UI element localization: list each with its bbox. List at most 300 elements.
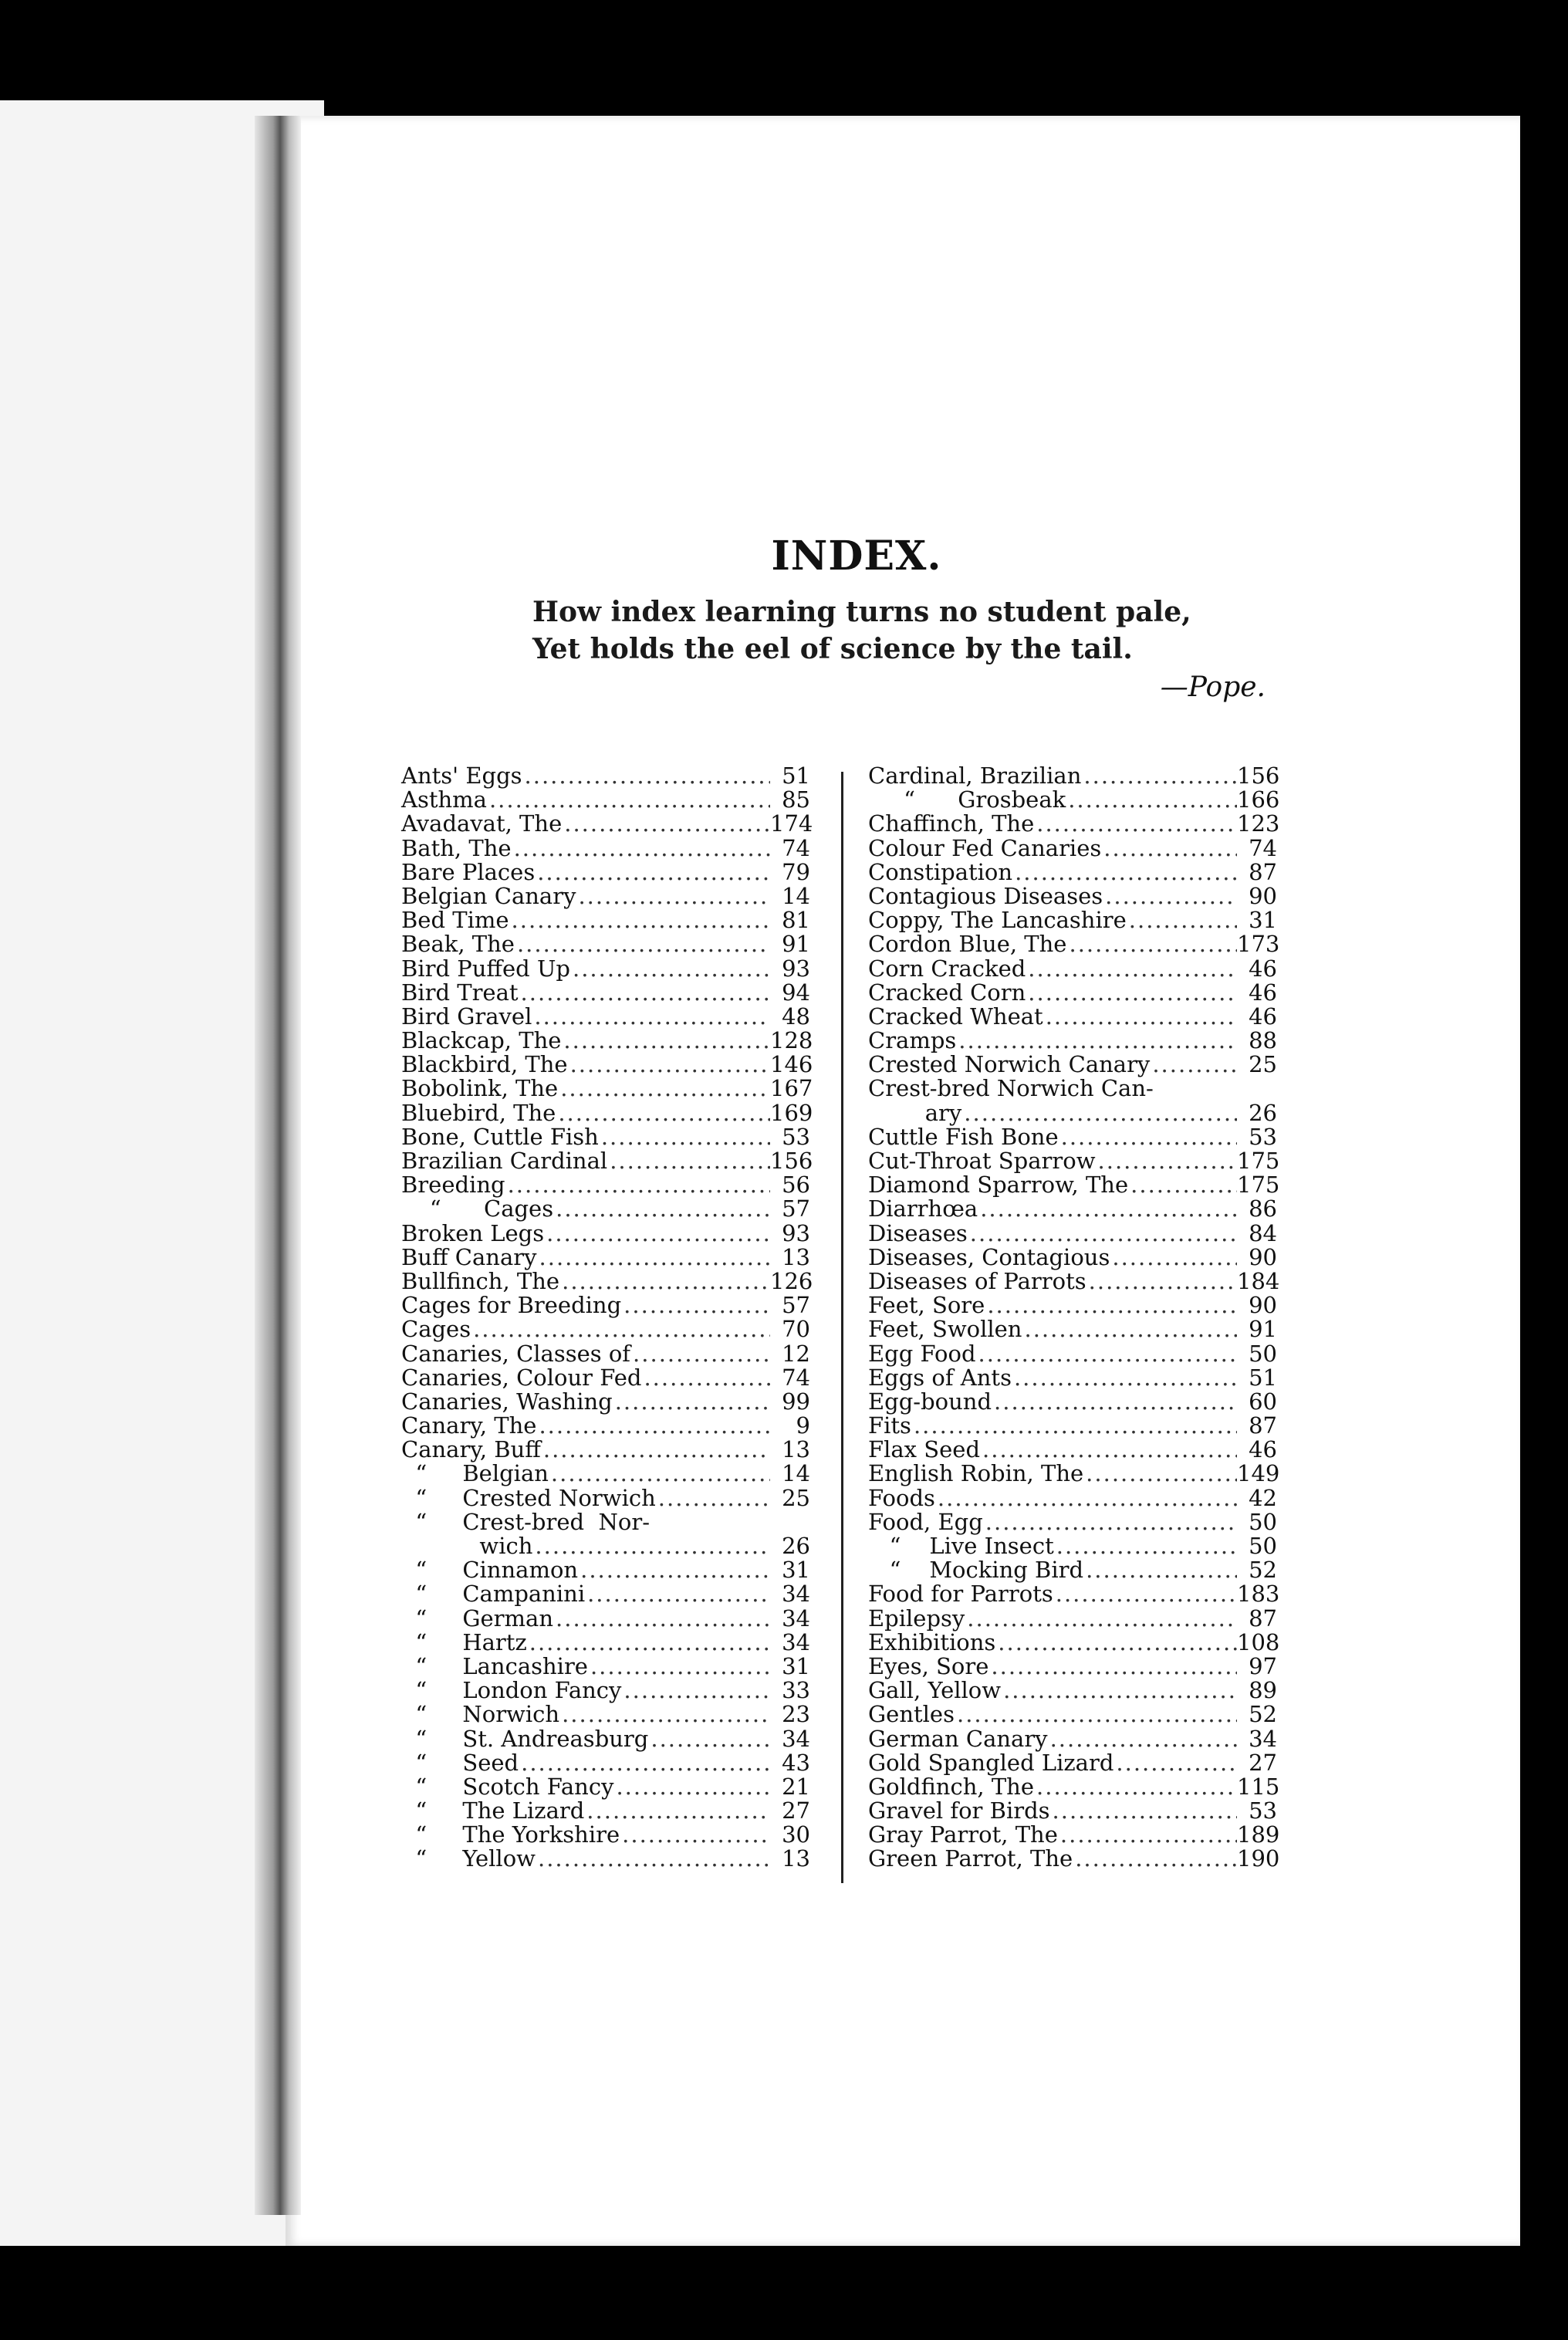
dot-leader bbox=[519, 981, 770, 1005]
index-entry-term: “ Mocking Bird bbox=[868, 1557, 1084, 1584]
dot-leader bbox=[995, 1631, 1237, 1655]
index-entry bbox=[401, 1005, 810, 1029]
index-entry-term: “ The Yorkshire bbox=[401, 1821, 620, 1848]
index-entry bbox=[401, 981, 810, 1005]
index-entry-page: 25 bbox=[782, 1484, 810, 1511]
dot-leader bbox=[1048, 1727, 1237, 1751]
dot-leader bbox=[621, 1679, 770, 1703]
index-entry bbox=[868, 1101, 1277, 1125]
index-entry bbox=[401, 1751, 810, 1775]
index-entry-term: “ St. Andreasburg bbox=[401, 1725, 649, 1752]
dot-leader bbox=[1058, 1823, 1237, 1847]
dot-leader bbox=[1101, 837, 1237, 861]
index-entry-page: 51 bbox=[1249, 1364, 1277, 1391]
dot-leader bbox=[976, 1342, 1237, 1366]
index-columns bbox=[401, 764, 1281, 1906]
index-entry bbox=[401, 764, 810, 788]
index-entry-term: “ London Fancy bbox=[401, 1677, 622, 1704]
index-entry-term: Bath, The bbox=[401, 834, 512, 861]
dot-leader bbox=[630, 1342, 770, 1366]
index-entry-page: 52 bbox=[1249, 1701, 1277, 1728]
index-entry bbox=[868, 786, 1280, 813]
index-entry-term: Cardinal, Brazilian bbox=[868, 763, 1082, 789]
dot-leader bbox=[532, 1534, 770, 1558]
index-entry-page: 169 bbox=[770, 1099, 813, 1126]
dot-leader bbox=[1103, 884, 1237, 908]
index-entry bbox=[868, 1029, 1277, 1053]
index-entry bbox=[401, 858, 810, 885]
index-entry-page: 46 bbox=[1249, 1003, 1277, 1030]
index-entry bbox=[868, 1342, 1277, 1366]
index-entry-page: 31 bbox=[1249, 907, 1277, 934]
dot-leader bbox=[968, 1222, 1237, 1246]
index-entry-term: Bone, Cuttle Fish bbox=[401, 1123, 599, 1150]
dot-leader bbox=[515, 932, 770, 956]
index-entry-term: Diseases bbox=[868, 1219, 968, 1246]
index-entry bbox=[868, 981, 1277, 1005]
index-entry-page: 190 bbox=[1237, 1845, 1280, 1872]
index-entry bbox=[868, 1053, 1277, 1077]
index-entry-term: Blackcap, The bbox=[401, 1027, 562, 1054]
index-entry-page: 94 bbox=[782, 979, 810, 1006]
index-entry-term: “ German bbox=[401, 1605, 554, 1632]
index-entry-term: Crest-bred Norwich Can- bbox=[868, 1075, 1154, 1102]
index-entry bbox=[868, 1510, 1277, 1534]
index-entry bbox=[868, 858, 1277, 885]
index-entry bbox=[868, 1460, 1280, 1487]
dot-leader bbox=[585, 1582, 770, 1606]
index-entry-page: 23 bbox=[782, 1701, 810, 1728]
index-entry-term: Canaries, Classes of bbox=[401, 1340, 631, 1367]
index-entry bbox=[868, 1534, 1277, 1558]
index-entry bbox=[868, 1751, 1277, 1775]
index-entry bbox=[401, 1486, 810, 1510]
index-entry-page: 85 bbox=[782, 786, 810, 813]
index-entry bbox=[401, 1414, 810, 1438]
dot-leader bbox=[988, 1655, 1237, 1679]
index-entry-term: Cages for Breeding bbox=[401, 1292, 622, 1319]
index-entry-page: 48 bbox=[782, 1003, 810, 1030]
index-entry bbox=[401, 1125, 810, 1149]
index-entry bbox=[401, 1727, 810, 1751]
dot-leader bbox=[1073, 1847, 1237, 1871]
index-entry-term: Diamond Sparrow, The bbox=[868, 1172, 1129, 1199]
index-entry-page: 43 bbox=[782, 1749, 810, 1776]
index-entry-page: 173 bbox=[1237, 931, 1280, 958]
dot-leader bbox=[522, 764, 770, 788]
index-entry-term: Eggs of Ants bbox=[868, 1364, 1012, 1391]
dot-leader bbox=[621, 1293, 770, 1317]
index-entry-term: Avadavat, The bbox=[401, 810, 563, 837]
index-entry-term: Diarrhœa bbox=[868, 1195, 978, 1222]
index-entry-page: 87 bbox=[1249, 1412, 1277, 1439]
index-entry bbox=[401, 1148, 813, 1174]
index-entry bbox=[868, 1390, 1277, 1414]
page-title: INDEX. bbox=[771, 533, 942, 580]
dot-leader bbox=[535, 861, 770, 884]
index-entry-page: 99 bbox=[782, 1388, 810, 1415]
index-entry bbox=[401, 834, 810, 861]
dot-leader bbox=[570, 957, 770, 981]
dot-leader bbox=[1026, 981, 1237, 1005]
index-entry-page: 93 bbox=[782, 955, 810, 982]
dot-leader bbox=[965, 1607, 1237, 1631]
index-entry-page: 27 bbox=[782, 1797, 810, 1824]
index-entry-term: “ Live Insect bbox=[868, 1533, 1054, 1559]
index-entry-page: 90 bbox=[1249, 1292, 1277, 1319]
dot-leader bbox=[532, 1005, 770, 1029]
dot-leader bbox=[992, 1390, 1237, 1414]
index-entry-term: Bird Treat bbox=[401, 979, 519, 1006]
index-entry-term: Exhibitions bbox=[868, 1628, 996, 1655]
index-entry bbox=[868, 1293, 1277, 1317]
index-entry-term: Feet, Sore bbox=[868, 1292, 985, 1319]
dot-leader bbox=[536, 1414, 770, 1438]
dot-leader bbox=[1086, 1270, 1237, 1293]
index-entry-term: Cages bbox=[401, 1316, 471, 1343]
dot-leader bbox=[1012, 1366, 1237, 1390]
index-entry bbox=[401, 1173, 810, 1197]
index-entry bbox=[868, 1628, 1280, 1655]
dot-leader bbox=[584, 1799, 770, 1823]
index-entry bbox=[868, 1581, 1280, 1608]
page-gutter bbox=[255, 116, 301, 2215]
dot-leader bbox=[509, 908, 770, 932]
dot-leader bbox=[505, 1173, 770, 1197]
index-entry-page: 25 bbox=[1249, 1051, 1277, 1078]
index-entry-term: Cordon Blue, The bbox=[868, 931, 1067, 958]
index-entry-page: 90 bbox=[1249, 882, 1277, 909]
dot-leader bbox=[1066, 932, 1237, 956]
index-entry-term: “ Belgian bbox=[401, 1460, 549, 1487]
dot-leader bbox=[983, 1510, 1237, 1534]
dot-leader bbox=[656, 1486, 770, 1510]
index-entry-term: “ Crest-bred Nor- bbox=[401, 1508, 650, 1535]
dot-leader bbox=[935, 1486, 1237, 1510]
dot-leader bbox=[1128, 1173, 1237, 1197]
index-entry bbox=[401, 1342, 810, 1366]
index-entry-term: Breeding bbox=[401, 1172, 505, 1199]
index-entry-page: 51 bbox=[782, 763, 810, 789]
dot-leader bbox=[471, 1317, 770, 1341]
dot-leader bbox=[1083, 1558, 1237, 1582]
index-entry bbox=[868, 810, 1280, 837]
index-entry bbox=[868, 1486, 1277, 1510]
index-entry-term: Canary, Buff bbox=[401, 1436, 541, 1463]
index-entry-page: 14 bbox=[782, 1460, 810, 1487]
index-entry-page: 128 bbox=[770, 1027, 813, 1054]
dot-leader bbox=[980, 1438, 1237, 1462]
epigraph-line-2: Yet holds the eel of science by the tail. bbox=[532, 633, 1133, 665]
index-entry-page: 88 bbox=[1249, 1027, 1277, 1054]
index-entry-page: 13 bbox=[782, 1243, 810, 1270]
index-entry-term: Crested Norwich Canary bbox=[868, 1051, 1151, 1078]
index-entry-term: Flax Seed bbox=[868, 1436, 981, 1463]
index-entry-term: Cut-Throat Sparrow bbox=[868, 1148, 1096, 1174]
index-entry bbox=[868, 834, 1277, 861]
dot-leader bbox=[1066, 788, 1237, 812]
index-entry bbox=[401, 1679, 810, 1703]
index-entry-term: Beak, The bbox=[401, 931, 515, 958]
dot-leader bbox=[1001, 1679, 1237, 1703]
dot-leader bbox=[561, 1029, 770, 1053]
index-entry-term: Diseases of Parrots bbox=[868, 1267, 1086, 1294]
index-entry-term: Goldfinch, The bbox=[868, 1773, 1035, 1800]
index-entry-page: 81 bbox=[782, 907, 810, 934]
index-entry-term: Buff Canary bbox=[401, 1243, 537, 1270]
index-entry-term: “ Campanini bbox=[401, 1581, 586, 1608]
index-entry-term: Brazilian Cardinal bbox=[401, 1148, 608, 1174]
index-entry bbox=[868, 1679, 1277, 1703]
index-entry-term: Bullfinch, The bbox=[401, 1267, 560, 1294]
index-entry-page: 31 bbox=[782, 1652, 810, 1679]
index-entry-term: Bed Time bbox=[401, 907, 509, 934]
index-entry-page: 84 bbox=[1249, 1219, 1277, 1246]
index-entry-term: Gray Parrot, The bbox=[868, 1821, 1058, 1848]
dot-leader bbox=[1043, 1005, 1237, 1029]
index-entry bbox=[401, 1267, 813, 1294]
index-entry-page: 46 bbox=[1249, 979, 1277, 1006]
index-entry-page: 34 bbox=[782, 1628, 810, 1655]
dot-leader bbox=[955, 1703, 1237, 1726]
index-entry-page: 50 bbox=[1249, 1340, 1277, 1367]
index-entry-term: Cracked Wheat bbox=[868, 1003, 1043, 1030]
index-entry-term: Colour Fed Canaries bbox=[868, 834, 1102, 861]
dot-leader bbox=[1113, 1751, 1237, 1775]
index-entry-page: 14 bbox=[782, 882, 810, 909]
index-entry-term: Belgian Canary bbox=[401, 882, 576, 909]
index-entry bbox=[401, 1027, 813, 1054]
index-entry-term: “ Cinnamon bbox=[401, 1557, 579, 1584]
index-entry-term: Epilepsy bbox=[868, 1605, 965, 1632]
index-entry-page: 93 bbox=[782, 1219, 810, 1246]
index-entry bbox=[401, 1847, 810, 1871]
index-entry-page: 89 bbox=[1249, 1677, 1277, 1704]
index-entry-term: Constipation bbox=[868, 858, 1013, 885]
index-entry-term: “ Crested Norwich bbox=[401, 1484, 656, 1511]
index-entry-term: “ Cages bbox=[401, 1195, 554, 1222]
index-entry-term: “ Seed bbox=[401, 1749, 519, 1776]
dot-leader bbox=[578, 1558, 770, 1582]
index-entry-term: “ Lancashire bbox=[401, 1652, 588, 1679]
index-entry bbox=[401, 1703, 810, 1726]
index-entry-page: 174 bbox=[770, 810, 813, 837]
index-entry bbox=[401, 788, 810, 812]
index-entry-term: Egg Food bbox=[868, 1340, 976, 1367]
index-entry bbox=[401, 1582, 810, 1606]
index-entry-page: 184 bbox=[1237, 1267, 1280, 1294]
index-entry bbox=[401, 1219, 810, 1246]
index-entry-term: “ Grosbeak bbox=[868, 786, 1066, 813]
dot-leader bbox=[961, 1101, 1237, 1125]
index-entry bbox=[868, 1267, 1280, 1294]
index-entry-term: Ants' Eggs bbox=[401, 763, 522, 789]
index-entry bbox=[401, 1197, 810, 1221]
index-entry-page: 79 bbox=[782, 858, 810, 885]
column-divider bbox=[841, 772, 843, 1883]
index-entry-term: Gravel for Birds bbox=[868, 1797, 1050, 1824]
index-entry-page: 108 bbox=[1237, 1628, 1280, 1655]
dot-leader bbox=[1110, 1246, 1237, 1270]
index-entry bbox=[401, 1293, 810, 1317]
index-entry-page: 34 bbox=[782, 1725, 810, 1752]
dot-leader bbox=[588, 1655, 770, 1679]
index-entry bbox=[401, 1607, 810, 1631]
index-entry bbox=[401, 1075, 813, 1102]
index-entry-term: Feet, Swollen bbox=[868, 1316, 1022, 1343]
index-entry-page: 166 bbox=[1237, 786, 1280, 813]
index-entry bbox=[401, 1243, 810, 1270]
index-entry-page: 97 bbox=[1249, 1652, 1277, 1679]
dot-leader bbox=[1012, 861, 1237, 884]
dot-leader bbox=[1059, 1125, 1237, 1149]
index-entry-page: 46 bbox=[1249, 955, 1277, 982]
index-entry-page: 21 bbox=[782, 1773, 810, 1800]
index-entry bbox=[401, 1652, 810, 1679]
index-entry-term: “ Hartz bbox=[401, 1628, 527, 1655]
index-entry bbox=[868, 1607, 1277, 1631]
index-entry-page: 126 bbox=[770, 1267, 813, 1294]
index-entry-term: Foods bbox=[868, 1484, 935, 1511]
index-entry bbox=[868, 957, 1277, 981]
dot-leader bbox=[527, 1631, 770, 1655]
index-entry bbox=[401, 1366, 810, 1390]
index-entry-term: Gall, Yellow bbox=[868, 1677, 1002, 1704]
dot-leader bbox=[978, 1197, 1237, 1221]
index-entry-page: 52 bbox=[1249, 1557, 1277, 1584]
index-entry bbox=[401, 1051, 813, 1078]
index-entry-term: Bobolink, The bbox=[401, 1075, 559, 1102]
dot-leader bbox=[519, 1751, 770, 1775]
dot-leader bbox=[1022, 1317, 1238, 1341]
dot-leader bbox=[1034, 812, 1237, 836]
index-entry bbox=[401, 1628, 810, 1655]
index-entry-page: 53 bbox=[1249, 1797, 1277, 1824]
index-entry bbox=[401, 1462, 810, 1486]
index-entry-page: 26 bbox=[1249, 1099, 1277, 1126]
dot-leader bbox=[599, 1125, 770, 1149]
index-entry-page: 70 bbox=[782, 1316, 810, 1343]
index-entry bbox=[868, 1197, 1277, 1221]
dot-leader bbox=[512, 837, 770, 861]
index-entry bbox=[401, 1799, 810, 1823]
index-entry-term: “ The Lizard bbox=[401, 1797, 585, 1824]
index-entry-term: “ Norwich bbox=[401, 1701, 560, 1728]
index-entry-page: 90 bbox=[1249, 1243, 1277, 1270]
index-entry bbox=[868, 1317, 1277, 1341]
index-entry bbox=[401, 1510, 810, 1534]
index-entry-page: 167 bbox=[770, 1075, 813, 1102]
index-entry-term: Canaries, Washing bbox=[401, 1388, 613, 1415]
dot-leader bbox=[568, 1053, 770, 1077]
index-entry-term: Eyes, Sore bbox=[868, 1652, 989, 1679]
index-entry-term: German Canary bbox=[868, 1725, 1048, 1752]
index-entry-page: 183 bbox=[1237, 1581, 1280, 1608]
dot-leader bbox=[1150, 1053, 1237, 1077]
dot-leader bbox=[553, 1607, 770, 1631]
index-entry-page: 26 bbox=[782, 1533, 810, 1559]
dot-leader bbox=[562, 812, 770, 836]
dot-leader bbox=[1026, 957, 1237, 981]
index-entry bbox=[401, 1317, 810, 1341]
dot-leader bbox=[1127, 908, 1237, 932]
index-entry-term: Green Parrot, The bbox=[868, 1845, 1073, 1872]
index-entry-page: 91 bbox=[1249, 1316, 1277, 1343]
dot-leader bbox=[1081, 764, 1237, 788]
index-entry-page: 31 bbox=[782, 1557, 810, 1584]
index-entry-page: 86 bbox=[1249, 1195, 1277, 1222]
index-entry-term: Diseases, Contagious bbox=[868, 1243, 1110, 1270]
index-entry-term: Food for Parrots bbox=[868, 1581, 1053, 1608]
dot-leader bbox=[985, 1293, 1237, 1317]
index-entry bbox=[868, 1243, 1277, 1270]
index-entry bbox=[868, 1414, 1277, 1438]
index-entry-page: 156 bbox=[770, 1148, 813, 1174]
index-entry bbox=[868, 1703, 1277, 1726]
index-entry bbox=[401, 1099, 813, 1126]
index-entry-page: 123 bbox=[1237, 810, 1280, 837]
index-entry-term: Asthma bbox=[401, 786, 487, 813]
index-entry bbox=[401, 884, 810, 908]
index-entry-page: 56 bbox=[782, 1172, 810, 1199]
index-entry-page: 53 bbox=[1249, 1123, 1277, 1150]
index-entry-term: Cramps bbox=[868, 1027, 957, 1054]
index-entry-page: 34 bbox=[782, 1605, 810, 1632]
index-entry-term: Bird Gravel bbox=[401, 1003, 532, 1030]
dot-leader bbox=[536, 1847, 770, 1871]
index-entry-page: 175 bbox=[1237, 1172, 1280, 1199]
index-entry-term: wich bbox=[401, 1533, 533, 1559]
index-entry-page: 74 bbox=[1249, 834, 1277, 861]
index-entry-term: Canary, The bbox=[401, 1412, 537, 1439]
index-entry-page: 50 bbox=[1249, 1533, 1277, 1559]
index-entry-page: 74 bbox=[782, 1364, 810, 1391]
dot-leader bbox=[544, 1222, 770, 1246]
index-entry-page: 149 bbox=[1237, 1460, 1280, 1487]
index-column-right bbox=[868, 763, 1280, 1872]
index-entry bbox=[401, 1438, 810, 1462]
index-entry bbox=[401, 908, 810, 932]
index-entry bbox=[868, 908, 1277, 932]
dot-leader bbox=[558, 1077, 770, 1101]
dot-leader bbox=[911, 1414, 1237, 1438]
index-entry bbox=[868, 1845, 1280, 1872]
dot-leader bbox=[1034, 1775, 1237, 1799]
dot-leader bbox=[1083, 1462, 1237, 1486]
index-entry-term: Chaffinch, The bbox=[868, 810, 1035, 837]
dot-leader bbox=[537, 1246, 770, 1270]
index-entry bbox=[868, 1148, 1280, 1174]
index-entry bbox=[868, 931, 1280, 958]
index-entry-term: ary bbox=[868, 1099, 962, 1126]
index-entry bbox=[401, 1775, 810, 1799]
index-entry-term: Fits bbox=[868, 1412, 911, 1439]
index-page-content bbox=[401, 533, 1281, 1937]
index-entry-term: “ Yellow bbox=[401, 1845, 536, 1872]
index-entry-term: Cracked Corn bbox=[868, 979, 1026, 1006]
dot-leader bbox=[553, 1197, 770, 1221]
dot-leader bbox=[549, 1462, 770, 1486]
index-entry-page: 91 bbox=[782, 931, 810, 958]
dot-leader bbox=[559, 1270, 770, 1293]
index-entry-term: Bare Places bbox=[401, 858, 536, 885]
index-entry-term: English Robin, The bbox=[868, 1460, 1084, 1487]
index-entry-page: 33 bbox=[782, 1677, 810, 1704]
index-entry-page: 34 bbox=[782, 1581, 810, 1608]
dot-leader bbox=[541, 1438, 770, 1462]
index-entry-term: Gold Spangled Lizard bbox=[868, 1749, 1114, 1776]
index-entry-term: Contagious Diseases bbox=[868, 882, 1103, 909]
